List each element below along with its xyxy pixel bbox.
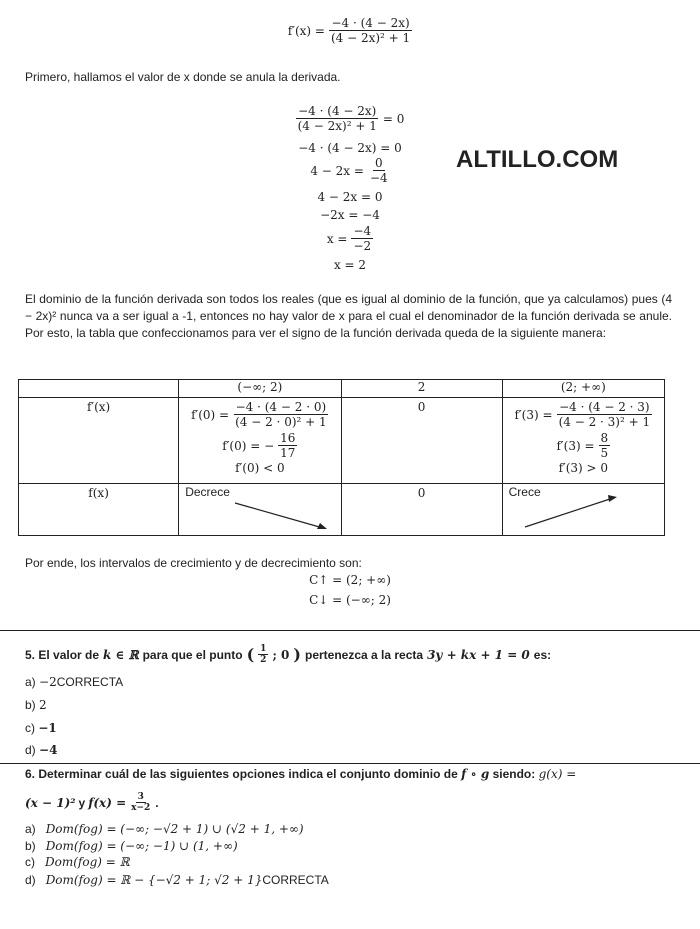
q5-point-fraction [258,644,268,665]
conclusion-text: Por ende, los intervalos de crecimiento y de decrecimiento son: [25,556,362,570]
divider-2 [0,763,700,764]
q6-option-a-value: Dom(fog) = (−∞; −√2 + 1) ∪ (√2 + 1, +∞) [45,822,304,836]
question-6 [25,767,576,781]
cell-function-point: 0 [341,484,502,536]
q5-point-den: 2 [260,655,267,665]
f3-value-fraction [599,431,611,460]
q5-option-a [25,675,123,689]
q6-option-a [25,822,304,836]
q6-line2-f: f(x) = [88,795,127,810]
q5-option-a-mark: CORRECTA [56,675,124,689]
q5-text-d: es: [533,647,552,662]
q6-option-a-label: a) [25,822,36,836]
q6-option-d [25,873,329,887]
q6-option-c [25,855,130,869]
f3-value-lhs: f′(3) = [556,438,595,453]
derivative-denominator: (4 − 2x)² + 1 [330,31,411,45]
q5-point-rest: ; 0 [272,647,290,662]
q5-option-c-value: −1 [38,721,57,735]
q5-option-a-value: −2 [39,675,57,689]
step-6-numerator: −4 [353,224,372,238]
q6-f-num: 3 [137,792,144,802]
cell-function-left [179,484,341,536]
step-1-numerator: −4 · (4 − 2x) [298,104,377,118]
q6-option-d-mark: CORRECTA [262,873,329,887]
step-1 [0,104,700,133]
q5-text-a: 5. El valor de [25,647,100,662]
table-row-derivative [19,398,665,484]
q6-f-fraction [129,792,152,813]
f3-eval-lhs: f′(3) = [514,407,553,422]
step-1-rhs: = 0 [382,111,405,126]
q5-option-b-value: 2 [39,698,47,712]
f3-value-denominator: 5 [600,446,609,460]
table-row-function [19,484,665,536]
q5-option-b [25,698,47,712]
header-interval-right: (2; +∞) [502,380,664,398]
step-1-denominator: (4 − 2x)² + 1 [297,119,377,133]
q5-option-d-label: d) [25,743,36,757]
step-2: −4 · (4 − 2x) = 0 [298,141,402,155]
cell-derivative-right [502,398,664,484]
f3-value [503,429,664,460]
interval-decreasing: C↓ = (−∞; 2) [309,593,391,607]
q6-option-d-value: Dom(fog) = ℝ − {−√2 + 1; √2 + 1} [45,873,263,887]
q5-option-c [25,721,57,735]
q6-f-den: x−2 [131,803,151,813]
f0-value-fraction [278,431,297,460]
decrece-label: Decrece [185,485,230,499]
f0-value-lhs: f′(0) = − [222,438,275,453]
q6-option-c-value: Dom(fog) = ℝ [45,855,130,869]
header-point: 2 [341,380,502,398]
f3-eval-numerator: −4 · (4 − 2 · 3) [559,400,650,414]
q5-option-b-label: b) [25,698,36,712]
f0-value-denominator: 17 [280,446,296,460]
crece-label: Crece [508,485,541,499]
derivative-fraction [329,16,412,45]
question-5: 5. El valor de k ∈ ℝ para que el punto ( $\frac{1}{2}$ ; 0 ) pertenezca a la recta 3y + kx + 1 = 0 es: [25,644,552,665]
q5-option-c-label: c) [25,721,35,735]
f0-eval-fraction [233,400,329,429]
divider-1 [0,630,700,631]
step-1-fraction [296,104,379,133]
step-7: x = 2 [333,258,367,272]
q5-point-num: 1 [260,644,267,654]
q6-text-b: siendo: [492,767,536,781]
step-6-fraction [351,224,373,253]
f0-sign: f′(0) < 0 [235,461,285,475]
step-5: −2x = −4 [320,208,380,222]
q5-text-c: pertenezca a la recta [304,647,424,662]
table-header-row [19,380,665,398]
row-label-function: f(x) [19,484,179,536]
q6-line2-y: y [78,795,86,810]
step-6-lhs: x = [326,231,348,246]
derivative-formula [0,16,700,45]
interval-increasing: C↑ = (2; +∞) [309,573,391,587]
header-interval-left: (−∞; 2) [179,380,341,398]
f3-eval [503,398,664,429]
q6-line2-end: . [155,795,159,810]
step-3-numerator: 0 [374,156,383,170]
f3-eval-fraction [557,400,653,429]
f3-eval-denominator: (4 − 2 · 3)² + 1 [558,415,651,429]
f0-eval [179,398,340,429]
q5-equation: 3y + kx + 1 = 0 [427,647,530,662]
f3-sign: f′(3) > 0 [558,461,609,475]
sign-table [18,379,665,536]
cell-derivative-left [179,398,341,484]
step-4: 4 − 2x = 0 [317,190,383,204]
altillo-logo: ALTILLO.COM [456,146,619,173]
q5-option-d-value: −4 [39,743,58,757]
q6-option-b-label: b) [25,839,36,853]
table-corner [19,380,179,398]
domain-paragraph: El dominio de la función derivada son todos los reales (que es igual al dominio de la función, que ya calculamos) pues (4 − 2x)² nunca va a ser igual a -1, entonces no hay valor de x para el cual el denominador de la función derivada se anule. Por esto, la tabla que confeccionamos para ver el signo de la función derivada queda de la siguiente manera: [25,292,672,340]
q6-option-b-value: Dom(fog) = (−∞; −1) ∪ (1, +∞) [45,839,238,853]
cell-function-right [502,484,664,536]
decreasing-arrow-icon [179,498,339,534]
q6-text-a: 6. Determinar cuál de las siguientes opciones indica el conjunto dominio de [25,767,458,781]
q6-gx: g(x) = [538,767,577,781]
derivative-numerator: −4 · (4 − 2x) [331,16,410,30]
q5-k: k ∈ ℝ [103,647,139,662]
step-3-fraction [368,156,390,185]
intro-text: Primero, hallamos el valor de x donde se anula la derivada. [25,70,341,84]
f3-value-numerator: 8 [600,431,609,445]
q5-option-d [25,743,57,757]
row-label-derivative: f′(x) [19,398,179,484]
q6-fog: f ∘ g [461,767,490,781]
q5-option-a-label: a) [25,675,36,689]
derivative-lhs: f′(x) = [287,23,325,38]
q5-text-b: para que el punto [142,647,243,662]
cell-derivative-point: 0 [341,398,502,484]
q6-option-b [25,839,238,853]
q6-option-d-label: d) [25,873,36,887]
step-3-denominator: −4 [369,171,388,185]
f0-eval-denominator: (4 − 2 · 0)² + 1 [235,415,327,429]
q6-option-c-label: c) [25,855,35,869]
f0-eval-numerator: −4 · (4 − 2 · 0) [235,400,327,414]
q6-line2-a: (x − 1)² [25,795,76,810]
increasing-arrow-icon [503,494,663,534]
step-6-denominator: −2 [353,239,372,253]
f0-value [179,429,340,460]
step-6 [0,224,700,253]
f0-value-numerator: 16 [280,431,296,445]
f0-eval-lhs: f′(0) = [191,407,230,422]
step-3-lhs: 4 − 2x = [310,163,364,178]
question-6-line-2 [25,792,159,813]
